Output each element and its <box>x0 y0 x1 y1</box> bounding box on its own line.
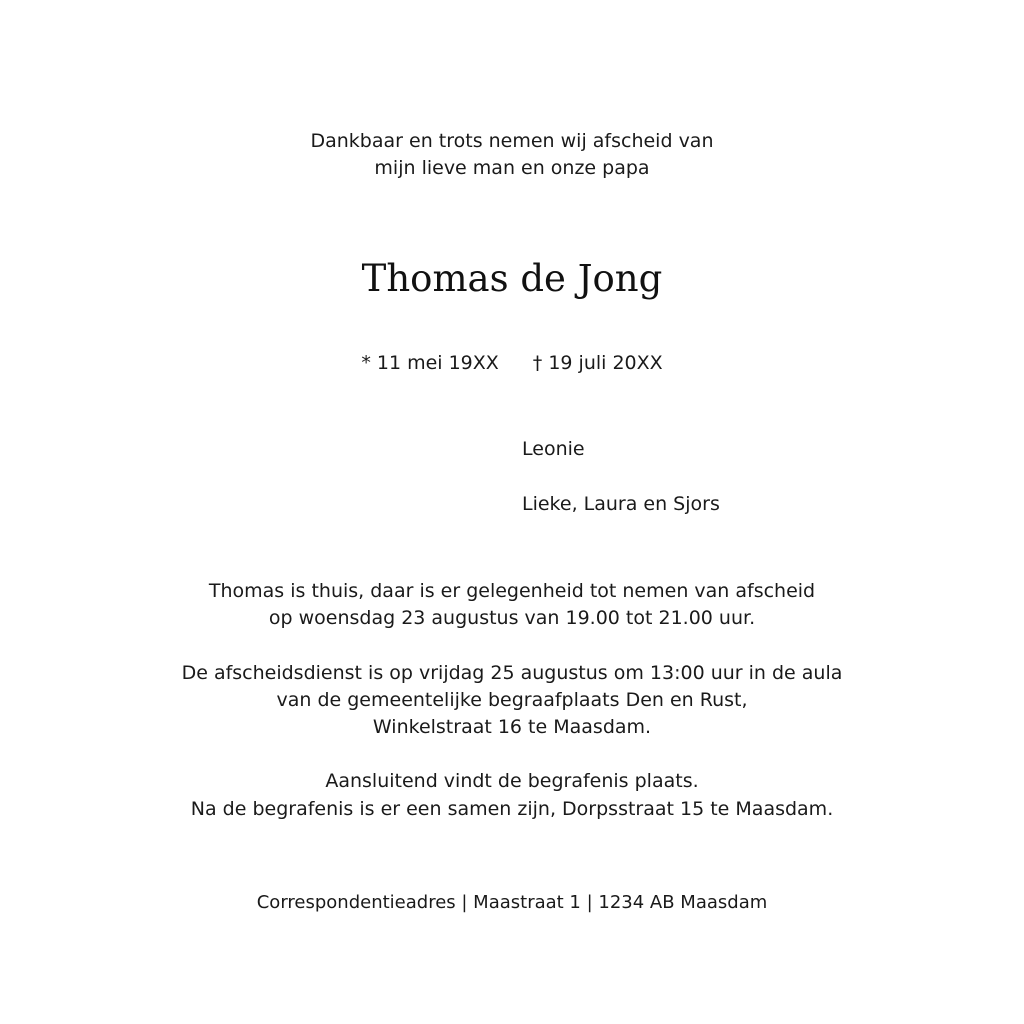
service-line-2: van de gemeentelijke begraafplaats Den en Rust, <box>276 689 748 711</box>
correspondence-address: Correspondentieadres | Maastraat 1 | 1234 AB Maasdam <box>256 892 768 913</box>
life-dates <box>0 350 1024 377</box>
burial-line-1: Aansluitend vindt de begrafenis plaats. <box>325 770 699 792</box>
deceased-name: Thomas de Jong <box>361 257 663 300</box>
service-line-3: Winkelstraat 16 te Maasdam. <box>372 716 652 738</box>
family-spouse: Leonie <box>522 438 585 460</box>
intro-line-2: mijn lieve man en onze papa <box>374 157 650 179</box>
death-date: † 19 juli 20XX <box>532 352 663 374</box>
service-line-1: De afscheidsdienst is op vrijdag 25 augustus om 13:00 uur in de aula <box>181 662 843 684</box>
visitation-line-1: Thomas is thuis, daar is er gelegenheid tot nemen van afscheid <box>208 580 816 602</box>
intro-line-1: Dankbaar en trots nemen wij afscheid van <box>310 130 714 152</box>
birth-date: * 11 mei 19XX <box>361 352 499 374</box>
burial-line-2: Na de begrafenis is er een samen zijn, Dorpsstraat 15 te Maasdam. <box>190 798 834 820</box>
family-children: Lieke, Laura en Sjors <box>522 493 720 515</box>
visitation-line-2: op woensdag 23 augustus van 19.00 tot 21.00 uur. <box>268 607 756 629</box>
